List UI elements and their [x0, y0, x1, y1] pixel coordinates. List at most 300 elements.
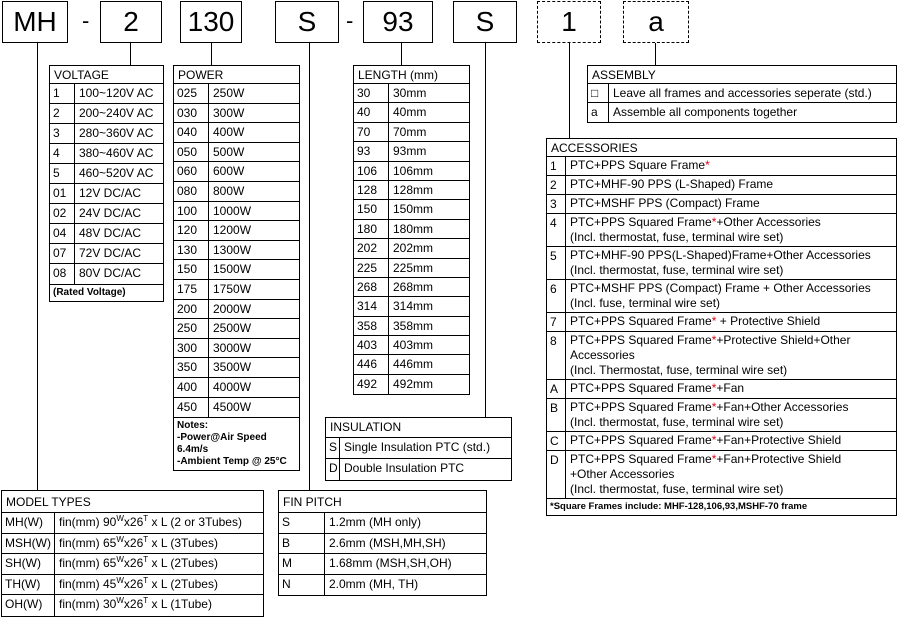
length-value: 30mm [393, 86, 427, 100]
power-table [173, 65, 300, 471]
power-row [174, 123, 299, 143]
accessory-line: PTC+PPS Squared Frame*+Fan+Other Accessories [570, 400, 849, 414]
voltage-code: 1 [50, 84, 75, 103]
fin-pitch-value: 2.6mm (MSH,MH,SH) [329, 535, 446, 550]
power-row [174, 300, 299, 320]
power-code: 175 [174, 280, 209, 299]
length-row [354, 142, 469, 161]
code-power-text: 130 [187, 6, 235, 37]
accessory-code: 3 [547, 195, 566, 213]
fin-pitch-value: 2.0mm (MH, TH) [329, 576, 419, 591]
accessory-row [547, 214, 896, 247]
insulation-code: D [326, 459, 340, 480]
power-code: 025 [174, 84, 209, 103]
model-type-spec-part: T [143, 555, 149, 564]
length-value: 403mm [393, 338, 434, 353]
code-fin-type-text: S [297, 6, 317, 37]
length-value: 492mm [393, 376, 434, 391]
model-type-spec-part: W [116, 514, 124, 523]
accessory-row [547, 280, 896, 313]
model-type-spec-part: W [116, 555, 124, 564]
power-code: 400 [174, 378, 209, 397]
power-value: 4000W [213, 379, 252, 394]
model-type-spec-part: T [143, 575, 149, 585]
asterisk-mark: * [711, 433, 717, 447]
accessory-description [566, 313, 824, 331]
length-value: 150mm [393, 202, 434, 217]
model-type-spec [55, 575, 222, 595]
accessory-code: D [547, 451, 566, 498]
asterisk-mark: * [711, 400, 717, 414]
code-fin-pitch [100, 1, 162, 43]
connector-line [655, 43, 656, 65]
accessory-line: (Incl. thermostat, fuse, terminal wire set) [570, 263, 784, 277]
accessory-line: PTC+PPS Squared Frame*+Fan+Protective Shield [570, 433, 842, 447]
length-code: 268 [354, 278, 389, 296]
length-value: 225mm [393, 260, 434, 275]
voltage-note: (Rated Voltage) [50, 284, 163, 301]
power-row [174, 378, 299, 398]
code-assembly-text: a [648, 6, 664, 37]
code-accessories-text: 1 [561, 6, 577, 37]
model-type-spec-part: T [143, 514, 149, 523]
voltage-code: 4 [50, 144, 75, 163]
model-type-spec-part: x26 [123, 576, 144, 591]
voltage-value: 280~360V AC [79, 126, 154, 140]
fin-pitch-title: FIN PITCH [279, 491, 486, 513]
power-row [174, 339, 299, 359]
length-row [354, 103, 469, 122]
accessory-line: PTC+PPS Squared Frame*+Fan [570, 381, 745, 395]
model-type-spec-part: fin(mm) 65 [59, 556, 117, 570]
accessory-line: PTC+MSHF PPS (Compact) Frame [570, 196, 760, 210]
code-length [363, 1, 433, 43]
length-row [354, 162, 469, 181]
length-row [354, 317, 469, 336]
code-insulation [453, 1, 517, 43]
asterisk-mark: * [711, 381, 717, 395]
accessory-row [547, 332, 896, 380]
length-row [354, 84, 469, 103]
model-type-spec-part: x26 [123, 597, 144, 611]
power-code: 350 [174, 358, 209, 377]
model-type-spec-part: T [143, 596, 149, 605]
length-value: 93mm [393, 144, 427, 159]
model-type-code: MSH(W) [2, 534, 55, 554]
accessory-code: 4 [547, 214, 566, 246]
accessory-code: 7 [547, 313, 566, 331]
power-row [174, 260, 299, 280]
power-value: 2500W [213, 321, 252, 336]
accessory-code: 5 [547, 247, 566, 279]
voltage-row [50, 204, 163, 224]
accessory-line: PTC+PPS Squared Frame*+Protective Shield+Other [570, 333, 851, 347]
insulation-value: Double Insulation PTC [344, 461, 465, 475]
accessory-row [547, 451, 896, 498]
length-code: 128 [354, 181, 389, 199]
power-note-line: 6.4m/s [177, 444, 209, 456]
model-type-row [2, 595, 263, 616]
length-value: 358mm [393, 318, 434, 333]
connector-line [401, 43, 402, 65]
power-row [174, 241, 299, 261]
power-code: 100 [174, 202, 209, 221]
power-value: 250W [213, 86, 245, 100]
accessory-row [547, 313, 896, 332]
length-code: 180 [354, 220, 389, 238]
accessory-description [566, 157, 714, 175]
asterisk-mark: * [711, 452, 717, 466]
length-row [354, 375, 469, 394]
code-fin-type [275, 1, 339, 43]
assembly-row [588, 103, 896, 122]
accessory-line: (Incl. thermostat, fuse, terminal wire set) [570, 415, 784, 429]
power-value: 300W [213, 105, 245, 120]
fin-pitch-table [278, 490, 487, 596]
insulation-row [326, 438, 511, 459]
fin-pitch-code: B [279, 534, 325, 554]
length-code: 403 [354, 336, 389, 354]
accessories-footnote: *Square Frames include: MHF-128,106,93,MSHF-70 frame [547, 498, 896, 515]
power-note-line: -Ambient Temp @ 25°C [177, 456, 287, 468]
model-type-spec-part: W [116, 575, 124, 585]
length-value: 40mm [393, 105, 427, 120]
voltage-value: 48V DC/AC [79, 226, 142, 240]
power-value: 500W [213, 144, 245, 159]
code-fin-pitch-text: 2 [123, 6, 139, 37]
model-type-spec-part: x L (1Tube) [148, 597, 212, 611]
accessory-line: (Incl. Thermostat, fuse, terminal wire set) [570, 363, 788, 377]
model-type-spec-part: W [116, 596, 124, 605]
accessory-description [566, 280, 875, 312]
accessory-line: PTC+MHF-90 PPS(L-Shaped)Frame+Other Accessories [570, 248, 871, 262]
length-title: LENGTH (mm) [354, 66, 469, 84]
voltage-value: 380~460V AC [79, 146, 154, 160]
length-code: 314 [354, 297, 389, 315]
power-value: 400W [213, 125, 245, 140]
length-row [354, 355, 469, 374]
model-types-table [1, 490, 264, 617]
power-title: POWER [174, 66, 299, 84]
voltage-code: 01 [50, 184, 75, 203]
length-code: 70 [354, 123, 389, 141]
accessory-code: 1 [547, 157, 566, 175]
asterisk-mark: * [705, 158, 710, 172]
model-type-spec-part: x L (2 or 3Tubes) [148, 515, 242, 529]
accessory-row [547, 157, 896, 176]
accessory-description [566, 399, 852, 431]
accessory-code: C [547, 432, 566, 450]
accessory-code: 6 [547, 280, 566, 312]
power-row [174, 162, 299, 182]
accessory-code: 8 [547, 332, 566, 379]
assembly-table [587, 65, 897, 123]
power-row [174, 280, 299, 300]
voltage-row [50, 264, 163, 284]
model-type-code: TH(W) [2, 575, 55, 595]
assembly-code: □ [588, 84, 609, 102]
separator-dash-2: - [346, 8, 354, 33]
power-code: 250 [174, 319, 209, 338]
assembly-title: ASSEMBLY [588, 66, 896, 84]
voltage-row [50, 224, 163, 244]
accessory-description [566, 432, 845, 450]
power-row [174, 182, 299, 202]
insulation-table [325, 417, 512, 481]
power-code: 120 [174, 221, 209, 240]
accessory-code: B [547, 399, 566, 431]
power-value: 1300W [213, 242, 252, 257]
accessory-description [566, 214, 825, 246]
voltage-value: 460~520V AC [79, 166, 154, 180]
accessory-description [566, 247, 875, 279]
model-type-spec-part: x L (3Tubes) [148, 535, 218, 550]
length-code: 93 [354, 142, 389, 160]
voltage-title: VOLTAGE [50, 66, 163, 84]
insulation-value: Single Insulation PTC (std.) [344, 440, 491, 454]
voltage-code: 07 [50, 244, 75, 263]
model-type-row [2, 554, 263, 575]
model-type-code: MH(W) [2, 513, 55, 533]
fin-pitch-row [279, 513, 486, 534]
power-value: 1000W [213, 203, 252, 218]
voltage-value: 24V DC/AC [79, 206, 142, 220]
accessory-line: (Incl. fuse, terminal wire set) [570, 296, 721, 310]
voltage-code: 5 [50, 164, 75, 183]
power-row [174, 202, 299, 222]
power-code: 040 [174, 123, 209, 142]
length-row [354, 123, 469, 142]
voltage-code: 02 [50, 204, 75, 223]
power-note-line: -Power@Air Speed [177, 432, 267, 444]
power-value: 600W [213, 164, 245, 179]
accessory-line: +Other Accessories [570, 467, 675, 481]
power-row [174, 104, 299, 124]
accessory-line: PTC+MHF-90 PPS (L-Shaped) Frame [570, 177, 774, 191]
length-row [354, 220, 469, 239]
model-type-spec [55, 534, 222, 554]
model-type-row [2, 513, 263, 534]
insulation-row [326, 459, 511, 480]
length-value: 106mm [393, 163, 434, 178]
fin-pitch-row [279, 554, 486, 575]
asterisk-mark: * [711, 314, 717, 328]
length-row [354, 239, 469, 258]
voltage-table [49, 65, 164, 302]
length-code: 225 [354, 259, 389, 277]
voltage-row [50, 144, 163, 164]
length-table [353, 65, 470, 395]
fin-pitch-code: S [279, 513, 325, 533]
voltage-row [50, 184, 163, 204]
code-model [2, 1, 68, 43]
assembly-code: a [588, 103, 609, 122]
model-type-spec [55, 554, 222, 574]
accessory-row [547, 247, 896, 280]
length-code: 358 [354, 317, 389, 335]
code-accessories [537, 1, 601, 43]
accessory-line: Accessories [570, 348, 635, 362]
voltage-value: 12V DC/AC [79, 186, 142, 200]
length-code: 106 [354, 162, 389, 180]
code-assembly [623, 1, 689, 43]
length-code: 30 [354, 84, 389, 102]
accessory-row [547, 195, 896, 214]
voltage-row [50, 104, 163, 124]
length-value: 202mm [393, 241, 434, 256]
fin-pitch-row [279, 575, 486, 596]
power-value: 1750W [213, 281, 252, 296]
power-value: 800W [213, 183, 245, 198]
code-model-text: MH [13, 6, 57, 37]
length-code: 150 [354, 200, 389, 218]
code-power [180, 1, 242, 43]
accessory-line: PTC+MSHF PPS (Compact) Frame + Other Accessories [570, 281, 871, 295]
voltage-code: 2 [50, 104, 75, 123]
assembly-row [588, 84, 896, 103]
length-row [354, 200, 469, 219]
accessory-line: PTC+PPS Squared Frame* + Protective Shield [570, 314, 821, 328]
accessory-line: PTC+PPS Squared Frame*+Fan+Protective Shield [570, 452, 842, 466]
voltage-row [50, 124, 163, 144]
power-row [174, 358, 299, 378]
accessory-line: (Incl. thermostat, fuse, terminal wire set) [570, 482, 784, 496]
power-row [174, 84, 299, 104]
voltage-code: 08 [50, 264, 75, 284]
power-value: 2000W [213, 301, 252, 316]
model-type-spec-part: x26 [123, 515, 144, 529]
accessory-description [566, 451, 845, 498]
power-code: 300 [174, 339, 209, 358]
length-row [354, 336, 469, 355]
length-row [354, 259, 469, 278]
power-code: 200 [174, 300, 209, 319]
voltage-value: 80V DC/AC [79, 266, 142, 280]
assembly-value: Leave all frames and accessories seperate (std.) [613, 86, 872, 100]
accessory-code: 2 [547, 176, 566, 194]
accessory-code: A [547, 380, 566, 398]
power-row [174, 319, 299, 339]
accessory-description [566, 332, 854, 379]
model-type-spec-part: x L (2Tubes) [148, 576, 218, 591]
length-code: 202 [354, 239, 389, 257]
length-code: 492 [354, 375, 389, 394]
model-type-spec-part: x26 [123, 535, 144, 550]
connector-line [569, 43, 570, 138]
fin-pitch-row [279, 534, 486, 555]
insulation-code: S [326, 438, 340, 458]
model-type-spec-part: fin(mm) 65 [59, 535, 117, 550]
accessories-table [546, 138, 897, 516]
model-type-spec-part: fin(mm) 30 [59, 597, 117, 611]
accessory-row [547, 380, 896, 399]
accessory-description [566, 176, 777, 194]
connector-line [211, 43, 212, 65]
length-value: 128mm [393, 182, 434, 197]
asterisk-mark: * [711, 215, 717, 229]
fin-pitch-value: 1.2mm (MH only) [329, 515, 422, 529]
power-notes [174, 417, 299, 470]
power-row [174, 221, 299, 241]
model-type-spec [55, 595, 216, 616]
connector-line [130, 43, 131, 65]
power-value: 1500W [213, 262, 252, 277]
connector-line [309, 43, 310, 490]
assembly-value: Assemble all components together [613, 105, 798, 119]
voltage-row [50, 84, 163, 104]
length-row [354, 181, 469, 200]
model-type-row [2, 534, 263, 555]
length-value: 268mm [393, 279, 434, 294]
fin-pitch-code: N [279, 575, 325, 596]
power-value: 3500W [213, 360, 252, 375]
power-code: 030 [174, 104, 209, 123]
length-row [354, 297, 469, 316]
accessory-row [547, 176, 896, 195]
length-value: 70mm [393, 124, 427, 139]
fin-pitch-code: M [279, 554, 325, 574]
power-code: 130 [174, 241, 209, 260]
model-type-spec-part: x26 [123, 556, 144, 570]
model-type-spec-part: W [116, 534, 124, 544]
model-type-spec-part: fin(mm) 45 [59, 576, 117, 591]
accessory-line: PTC+PPS Squared Frame*+Other Accessories [570, 215, 821, 229]
model-type-spec [55, 513, 246, 533]
voltage-code: 3 [50, 124, 75, 143]
code-insulation-text: S [475, 6, 495, 37]
power-value: 1200W [213, 223, 252, 238]
power-code: 080 [174, 182, 209, 201]
length-value: 446mm [393, 357, 434, 372]
connector-line [485, 43, 486, 417]
model-type-code: SH(W) [2, 554, 55, 574]
model-types-title: MODEL TYPES [2, 491, 263, 513]
power-code: 060 [174, 162, 209, 181]
voltage-row [50, 244, 163, 264]
accessory-line: (Incl. thermostat, fuse, terminal wire set) [570, 230, 784, 244]
voltage-value: 100~120V AC [79, 86, 154, 100]
accessory-description [566, 195, 764, 213]
power-row [174, 398, 299, 418]
voltage-value: 200~240V AC [79, 106, 154, 120]
voltage-code: 04 [50, 224, 75, 243]
accessory-row [547, 432, 896, 451]
fin-pitch-value: 1.68mm (MSH,SH,OH) [329, 556, 452, 570]
voltage-row [50, 164, 163, 184]
accessory-row [547, 399, 896, 432]
model-type-spec-part: x L (2Tubes) [148, 556, 218, 570]
accessory-line: PTC+PPS Square Frame* [570, 158, 710, 172]
code-length-text: 93 [382, 6, 414, 37]
insulation-title: INSULATION [326, 418, 511, 438]
power-code: 150 [174, 260, 209, 279]
power-code: 050 [174, 143, 209, 162]
model-type-row [2, 575, 263, 596]
separator-dash-1: - [82, 8, 90, 33]
power-value: 4500W [213, 399, 252, 414]
length-code: 446 [354, 355, 389, 373]
power-code: 450 [174, 398, 209, 418]
model-type-spec-part: fin(mm) 90 [59, 515, 117, 529]
length-row [354, 278, 469, 297]
accessory-description [566, 380, 748, 398]
asterisk-mark: * [711, 333, 717, 347]
power-note-line: Notes: [177, 420, 209, 432]
model-type-code: OH(W) [2, 595, 55, 616]
length-value: 314mm [393, 299, 434, 314]
length-code: 40 [354, 103, 389, 121]
model-type-spec-part: T [143, 534, 149, 544]
